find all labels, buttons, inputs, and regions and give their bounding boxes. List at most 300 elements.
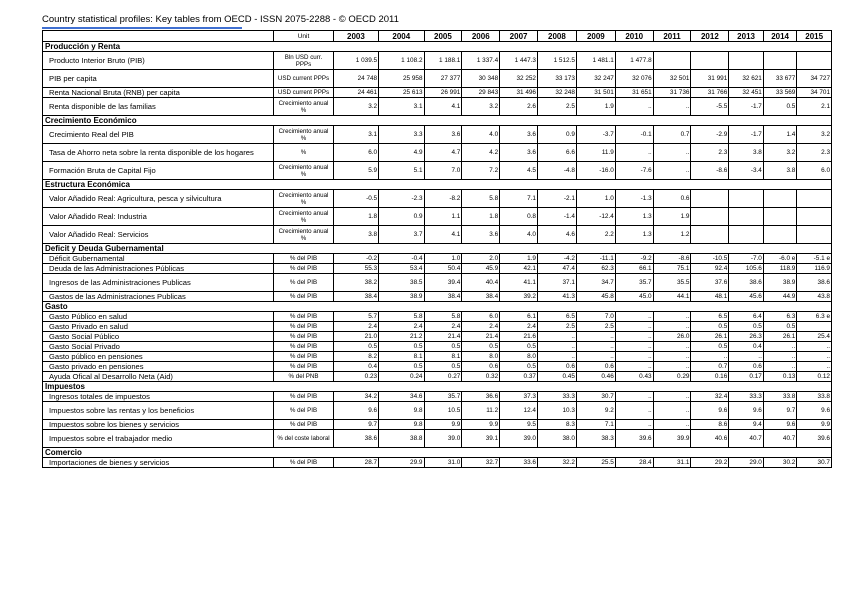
value-cell: 2.2 — [576, 226, 615, 244]
value-cell: 39.2 — [500, 292, 538, 302]
value-cell: .. — [537, 342, 576, 352]
value-cell: 4.5 — [500, 162, 538, 180]
value-cell — [691, 208, 729, 226]
value-cell: 7.2 — [462, 162, 500, 180]
value-cell: -11.1 — [576, 254, 615, 264]
value-cell: 0.6 — [653, 190, 691, 208]
section-header-row — [43, 382, 832, 392]
value-cell: .. — [653, 312, 691, 322]
value-cell: 26.1 — [763, 332, 797, 342]
value-cell: 1.8 — [333, 208, 378, 226]
value-cell: 3.6 — [500, 144, 538, 162]
value-cell: 0.43 — [615, 372, 653, 382]
value-cell: 0.5 — [379, 362, 424, 372]
row-label: Gasto Público en salud — [43, 312, 274, 322]
value-cell — [729, 226, 764, 244]
row-label: Ayuda Ofical al Desarrollo Neta (Aid) — [43, 372, 274, 382]
value-cell: 25 958 — [379, 70, 424, 88]
value-cell: 2.5 — [537, 322, 576, 332]
value-cell: -5.1 e — [797, 254, 832, 264]
value-cell: 3.7 — [379, 226, 424, 244]
value-cell — [729, 52, 764, 70]
value-cell: 9.5 — [500, 420, 538, 430]
value-cell: 0.9 — [379, 208, 424, 226]
value-cell: 0.5 — [691, 342, 729, 352]
value-cell — [763, 190, 797, 208]
value-cell: 30.7 — [797, 458, 832, 468]
value-cell: 0.23 — [333, 372, 378, 382]
value-cell: 0.29 — [653, 372, 691, 382]
value-cell: 7.1 — [576, 420, 615, 430]
value-cell: 39.0 — [424, 430, 462, 448]
value-cell: 38.9 — [763, 274, 797, 292]
value-cell: 25.4 — [797, 332, 832, 342]
value-cell: 0.5 — [691, 322, 729, 332]
value-cell: 32 451 — [729, 88, 764, 98]
value-cell: 1.4 — [763, 126, 797, 144]
header-blank-cell — [43, 31, 274, 42]
table-row — [43, 126, 832, 144]
value-cell: 38.4 — [333, 292, 378, 302]
value-cell — [763, 226, 797, 244]
value-cell: 39.4 — [424, 274, 462, 292]
table-row — [43, 312, 832, 322]
value-cell: -12.4 — [576, 208, 615, 226]
value-cell: 38.9 — [379, 292, 424, 302]
value-cell: 1.0 — [424, 254, 462, 264]
value-cell: 38.0 — [537, 430, 576, 448]
value-cell: 9.9 — [462, 420, 500, 430]
value-cell: 9.7 — [333, 420, 378, 430]
table-row — [43, 392, 832, 402]
value-cell — [653, 52, 691, 70]
value-cell: 3.6 — [500, 126, 538, 144]
value-cell: -2.9 — [691, 126, 729, 144]
value-cell: 0.6 — [537, 362, 576, 372]
value-cell: -16.0 — [576, 162, 615, 180]
value-cell: .. — [615, 144, 653, 162]
value-cell: 38.6 — [729, 274, 764, 292]
value-cell: 33.3 — [537, 392, 576, 402]
value-cell: .. — [615, 332, 653, 342]
value-cell: 4.1 — [424, 226, 462, 244]
row-unit: % del PIB — [274, 458, 333, 468]
value-cell: 2.5 — [576, 322, 615, 332]
row-label: Valor Añadido Real: Agricultura, pesca y silvicultura — [43, 190, 274, 208]
value-cell: 48.1 — [691, 292, 729, 302]
value-cell: 0.5 — [424, 342, 462, 352]
row-label: Gastos de las Administraciones Publicas — [43, 292, 274, 302]
value-cell: .. — [763, 342, 797, 352]
value-cell: 7.1 — [500, 190, 538, 208]
value-cell: 0.45 — [537, 372, 576, 382]
row-unit: % del PIB — [274, 352, 333, 362]
table-row — [43, 372, 832, 382]
value-cell: 3.3 — [379, 126, 424, 144]
value-cell: 0.12 — [797, 372, 832, 382]
value-cell: 33.6 — [500, 458, 538, 468]
value-cell: 9.6 — [797, 402, 832, 420]
value-cell: 9.8 — [379, 420, 424, 430]
value-cell: 31 501 — [576, 88, 615, 98]
table-row — [43, 342, 832, 352]
value-cell: .. — [729, 352, 764, 362]
value-cell: 26.1 — [691, 332, 729, 342]
value-cell: 50.4 — [424, 264, 462, 274]
value-cell: 0.32 — [462, 372, 500, 382]
value-cell — [797, 322, 832, 332]
value-cell: .. — [653, 362, 691, 372]
row-unit: % del PIB — [274, 312, 333, 322]
section-header-row — [43, 448, 832, 458]
value-cell: 33.8 — [763, 392, 797, 402]
value-cell: .. — [576, 352, 615, 362]
row-label: Valor Añadido Real: Industria — [43, 208, 274, 226]
row-unit: USD current PPPs — [274, 70, 333, 88]
value-cell: 29 843 — [462, 88, 500, 98]
value-cell: 32 252 — [500, 70, 538, 88]
table-row — [43, 420, 832, 430]
value-cell: 39.0 — [500, 430, 538, 448]
value-cell: -2.1 — [537, 190, 576, 208]
value-cell: 31 766 — [691, 88, 729, 98]
value-cell: .. — [653, 322, 691, 332]
value-cell: 4.1 — [424, 98, 462, 116]
value-cell: 1.9 — [653, 208, 691, 226]
value-cell: 9.6 — [729, 402, 764, 420]
row-unit: Crecimiento anual % — [274, 98, 333, 116]
value-cell: 12.4 — [500, 402, 538, 420]
value-cell: 9.6 — [763, 420, 797, 430]
row-unit: % del PIB — [274, 254, 333, 264]
value-cell: .. — [653, 420, 691, 430]
value-cell: 32 076 — [615, 70, 653, 88]
value-cell: 32 501 — [653, 70, 691, 88]
header-year: 2003 — [333, 31, 378, 42]
row-unit: USD current PPPs — [274, 88, 333, 98]
value-cell: 55.3 — [333, 264, 378, 274]
value-cell: 40.6 — [691, 430, 729, 448]
row-label: Renta Nacional Bruta (RNB) per capita — [43, 88, 274, 98]
header-unit: Unit — [274, 31, 333, 42]
value-cell: 34 701 — [797, 88, 832, 98]
table-row — [43, 190, 832, 208]
row-label: Renta disponible de las familias — [43, 98, 274, 116]
value-cell: 3.2 — [462, 98, 500, 116]
value-cell — [691, 226, 729, 244]
row-label: Impuestos sobre los bienes y servicios — [43, 420, 274, 430]
value-cell: .. — [797, 362, 832, 372]
value-cell: 2.3 — [797, 144, 832, 162]
value-cell: 0.5 — [500, 362, 538, 372]
value-cell: 6.6 — [537, 144, 576, 162]
value-cell — [763, 208, 797, 226]
value-cell: -1.3 — [615, 190, 653, 208]
header-year: 2015 — [797, 31, 832, 42]
value-cell: .. — [615, 98, 653, 116]
value-cell: 10.3 — [537, 402, 576, 420]
value-cell: 1 512.5 — [537, 52, 576, 70]
value-cell: 1.3 — [615, 226, 653, 244]
value-cell: 9.4 — [729, 420, 764, 430]
row-unit: % del PNB — [274, 372, 333, 382]
value-cell: .. — [615, 362, 653, 372]
value-cell: 0.7 — [691, 362, 729, 372]
value-cell: .. — [653, 144, 691, 162]
value-cell: -8.2 — [424, 190, 462, 208]
value-cell: 0.37 — [500, 372, 538, 382]
value-cell: 25 613 — [379, 88, 424, 98]
value-cell: 3.8 — [763, 162, 797, 180]
value-cell: 3.2 — [797, 126, 832, 144]
value-cell: 33 173 — [537, 70, 576, 88]
value-cell: 44.9 — [763, 292, 797, 302]
table-row — [43, 70, 832, 88]
value-cell: -8.6 — [691, 162, 729, 180]
value-cell: -6.0 e — [763, 254, 797, 264]
value-cell: 38.8 — [379, 430, 424, 448]
row-label: Crecimiento Real del PIB — [43, 126, 274, 144]
value-cell: 40.4 — [462, 274, 500, 292]
row-unit: % del PIB — [274, 264, 333, 274]
value-cell: 0.5 — [729, 322, 764, 332]
value-cell: 26.0 — [653, 332, 691, 342]
value-cell: 33.3 — [729, 392, 764, 402]
row-unit: Crecimiento anual % — [274, 208, 333, 226]
value-cell: 21.0 — [333, 332, 378, 342]
value-cell: .. — [615, 352, 653, 362]
value-cell: -10.5 — [691, 254, 729, 264]
value-cell: 1.2 — [653, 226, 691, 244]
value-cell: 0.5 — [333, 342, 378, 352]
value-cell: .. — [691, 352, 729, 362]
value-cell: -5.5 — [691, 98, 729, 116]
value-cell: -8.6 — [653, 254, 691, 264]
table-row — [43, 430, 832, 448]
row-label: Formación Bruta de Capital Fijo — [43, 162, 274, 180]
table-body — [43, 42, 832, 468]
value-cell: 29.0 — [729, 458, 764, 468]
value-cell: 38.4 — [424, 292, 462, 302]
value-cell: 2.4 — [500, 322, 538, 332]
header-year: 2013 — [729, 31, 764, 42]
value-cell: 3.2 — [763, 144, 797, 162]
value-cell: 2.4 — [462, 322, 500, 332]
row-label: Gasto Social Público — [43, 332, 274, 342]
value-cell: 31.1 — [653, 458, 691, 468]
value-cell: 6.3 e — [797, 312, 832, 322]
value-cell: 0.46 — [576, 372, 615, 382]
value-cell: 6.0 — [797, 162, 832, 180]
section-title: Crecimiento Económico — [43, 116, 832, 126]
value-cell: 1.3 — [615, 208, 653, 226]
value-cell: -7.6 — [615, 162, 653, 180]
value-cell: 2.6 — [500, 98, 538, 116]
row-label: Déficit Gubernamental — [43, 254, 274, 264]
value-cell: 1 477.8 — [615, 52, 653, 70]
row-unit: % del PIB — [274, 420, 333, 430]
row-label: Ingresos totales de impuestos — [43, 392, 274, 402]
value-cell: .. — [615, 392, 653, 402]
value-cell: 28.7 — [333, 458, 378, 468]
value-cell: 24 461 — [333, 88, 378, 98]
section-title: Gasto — [43, 302, 832, 312]
value-cell: 3.8 — [729, 144, 764, 162]
value-cell: 0.5 — [500, 342, 538, 352]
value-cell: 4.2 — [462, 144, 500, 162]
value-cell: 4.9 — [379, 144, 424, 162]
value-cell: 42.1 — [500, 264, 538, 274]
row-label: Gasto público en pensiones — [43, 352, 274, 362]
table-row — [43, 274, 832, 292]
value-cell: 21.4 — [424, 332, 462, 342]
value-cell: 21.4 — [462, 332, 500, 342]
value-cell: 9.6 — [691, 402, 729, 420]
value-cell: 36.6 — [462, 392, 500, 402]
value-cell: 41.1 — [500, 274, 538, 292]
value-cell: 33 677 — [763, 70, 797, 88]
value-cell: 47.4 — [537, 264, 576, 274]
value-cell: 27 377 — [424, 70, 462, 88]
table-row — [43, 144, 832, 162]
value-cell: 0.6 — [576, 362, 615, 372]
section-header-row — [43, 42, 832, 52]
value-cell: 0.5 — [763, 98, 797, 116]
section-title: Estructura Económica — [43, 180, 832, 190]
value-cell: 1 108.2 — [379, 52, 424, 70]
header-year: 2011 — [653, 31, 691, 42]
value-cell: .. — [653, 352, 691, 362]
value-cell: 0.8 — [500, 208, 538, 226]
value-cell: 11.9 — [576, 144, 615, 162]
row-unit: % del PIB — [274, 274, 333, 292]
table-row — [43, 402, 832, 420]
value-cell: .. — [615, 312, 653, 322]
row-unit: % del PIB — [274, 362, 333, 372]
value-cell: 5.8 — [379, 312, 424, 322]
value-cell: 9.9 — [797, 420, 832, 430]
value-cell: 8.3 — [537, 420, 576, 430]
value-cell: 105.6 — [729, 264, 764, 274]
value-cell: 0.6 — [462, 362, 500, 372]
header-year: 2009 — [576, 31, 615, 42]
value-cell: 5.8 — [424, 312, 462, 322]
title-underline — [42, 27, 242, 29]
value-cell: 3.6 — [424, 126, 462, 144]
value-cell: 7.0 — [424, 162, 462, 180]
value-cell: .. — [797, 352, 832, 362]
value-cell: 53.4 — [379, 264, 424, 274]
value-cell — [763, 52, 797, 70]
value-cell: 1 447.3 — [500, 52, 538, 70]
table-row — [43, 332, 832, 342]
value-cell: .. — [653, 98, 691, 116]
header-year: 2004 — [379, 31, 424, 42]
value-cell: 30.7 — [576, 392, 615, 402]
value-cell: 41.3 — [537, 292, 576, 302]
row-unit: % del PIB — [274, 292, 333, 302]
value-cell: 26.3 — [729, 332, 764, 342]
value-cell: 9.7 — [763, 402, 797, 420]
value-cell: 39.9 — [653, 430, 691, 448]
table-row — [43, 352, 832, 362]
value-cell: -1.4 — [537, 208, 576, 226]
value-cell: 5.7 — [333, 312, 378, 322]
value-cell: .. — [537, 332, 576, 342]
row-label: Impuestos sobre las rentas y los beneficios — [43, 402, 274, 420]
value-cell: 9.6 — [333, 402, 378, 420]
value-cell: 5.1 — [379, 162, 424, 180]
table-row — [43, 322, 832, 332]
value-cell: 31 736 — [653, 88, 691, 98]
row-label: PIB per capita — [43, 70, 274, 88]
value-cell — [797, 208, 832, 226]
table-row — [43, 162, 832, 180]
value-cell: 6.0 — [333, 144, 378, 162]
value-cell — [797, 226, 832, 244]
table-row — [43, 254, 832, 264]
value-cell: 5.9 — [333, 162, 378, 180]
value-cell: 8.2 — [333, 352, 378, 362]
value-cell: -3.7 — [576, 126, 615, 144]
table-row — [43, 458, 832, 468]
row-label: Gasto Social Privado — [43, 342, 274, 352]
value-cell: 40.7 — [729, 430, 764, 448]
table-row — [43, 88, 832, 98]
row-label: Valor Añadido Real: Servicios — [43, 226, 274, 244]
value-cell: 0.27 — [424, 372, 462, 382]
value-cell: 38.6 — [333, 430, 378, 448]
value-cell: 39.6 — [797, 430, 832, 448]
value-cell: 0.6 — [729, 362, 764, 372]
row-label: Tasa de Ahorro neta sobre la renta disponible de los hogares — [43, 144, 274, 162]
value-cell: 34.2 — [333, 392, 378, 402]
section-title: Comercio — [43, 448, 832, 458]
section-header-row — [43, 302, 832, 312]
value-cell: 29.2 — [691, 458, 729, 468]
value-cell: 35.5 — [653, 274, 691, 292]
value-cell: 0.5 — [462, 342, 500, 352]
value-cell: 3.8 — [333, 226, 378, 244]
value-cell: 92.4 — [691, 264, 729, 274]
value-cell: 2.1 — [797, 98, 832, 116]
page-title: Country statistical profiles: Key tables from OECD - ISSN 2075-2288 - © OECD 2011 — [42, 14, 399, 25]
value-cell: 39.1 — [462, 430, 500, 448]
value-cell: 3.1 — [379, 98, 424, 116]
value-cell: 2.4 — [379, 322, 424, 332]
value-cell: 0.5 — [763, 322, 797, 332]
table-row — [43, 362, 832, 372]
value-cell: 2.0 — [462, 254, 500, 264]
value-cell: 38.4 — [462, 292, 500, 302]
value-cell: 1.9 — [500, 254, 538, 264]
value-cell: .. — [615, 420, 653, 430]
value-cell: -4.2 — [537, 254, 576, 264]
value-cell: 33 569 — [763, 88, 797, 98]
value-cell: 37.6 — [691, 274, 729, 292]
value-cell: .. — [763, 362, 797, 372]
section-title: Deficit y Deuda Gubernamental — [43, 244, 832, 254]
value-cell: .. — [615, 402, 653, 420]
table-row — [43, 52, 832, 70]
row-label: Importaciones de bienes y servicios — [43, 458, 274, 468]
value-cell: 4.7 — [424, 144, 462, 162]
value-cell: 0.7 — [653, 126, 691, 144]
value-cell: .. — [653, 392, 691, 402]
section-title: Impuestos — [43, 382, 832, 392]
value-cell: 8.0 — [462, 352, 500, 362]
value-cell: 0.13 — [763, 372, 797, 382]
